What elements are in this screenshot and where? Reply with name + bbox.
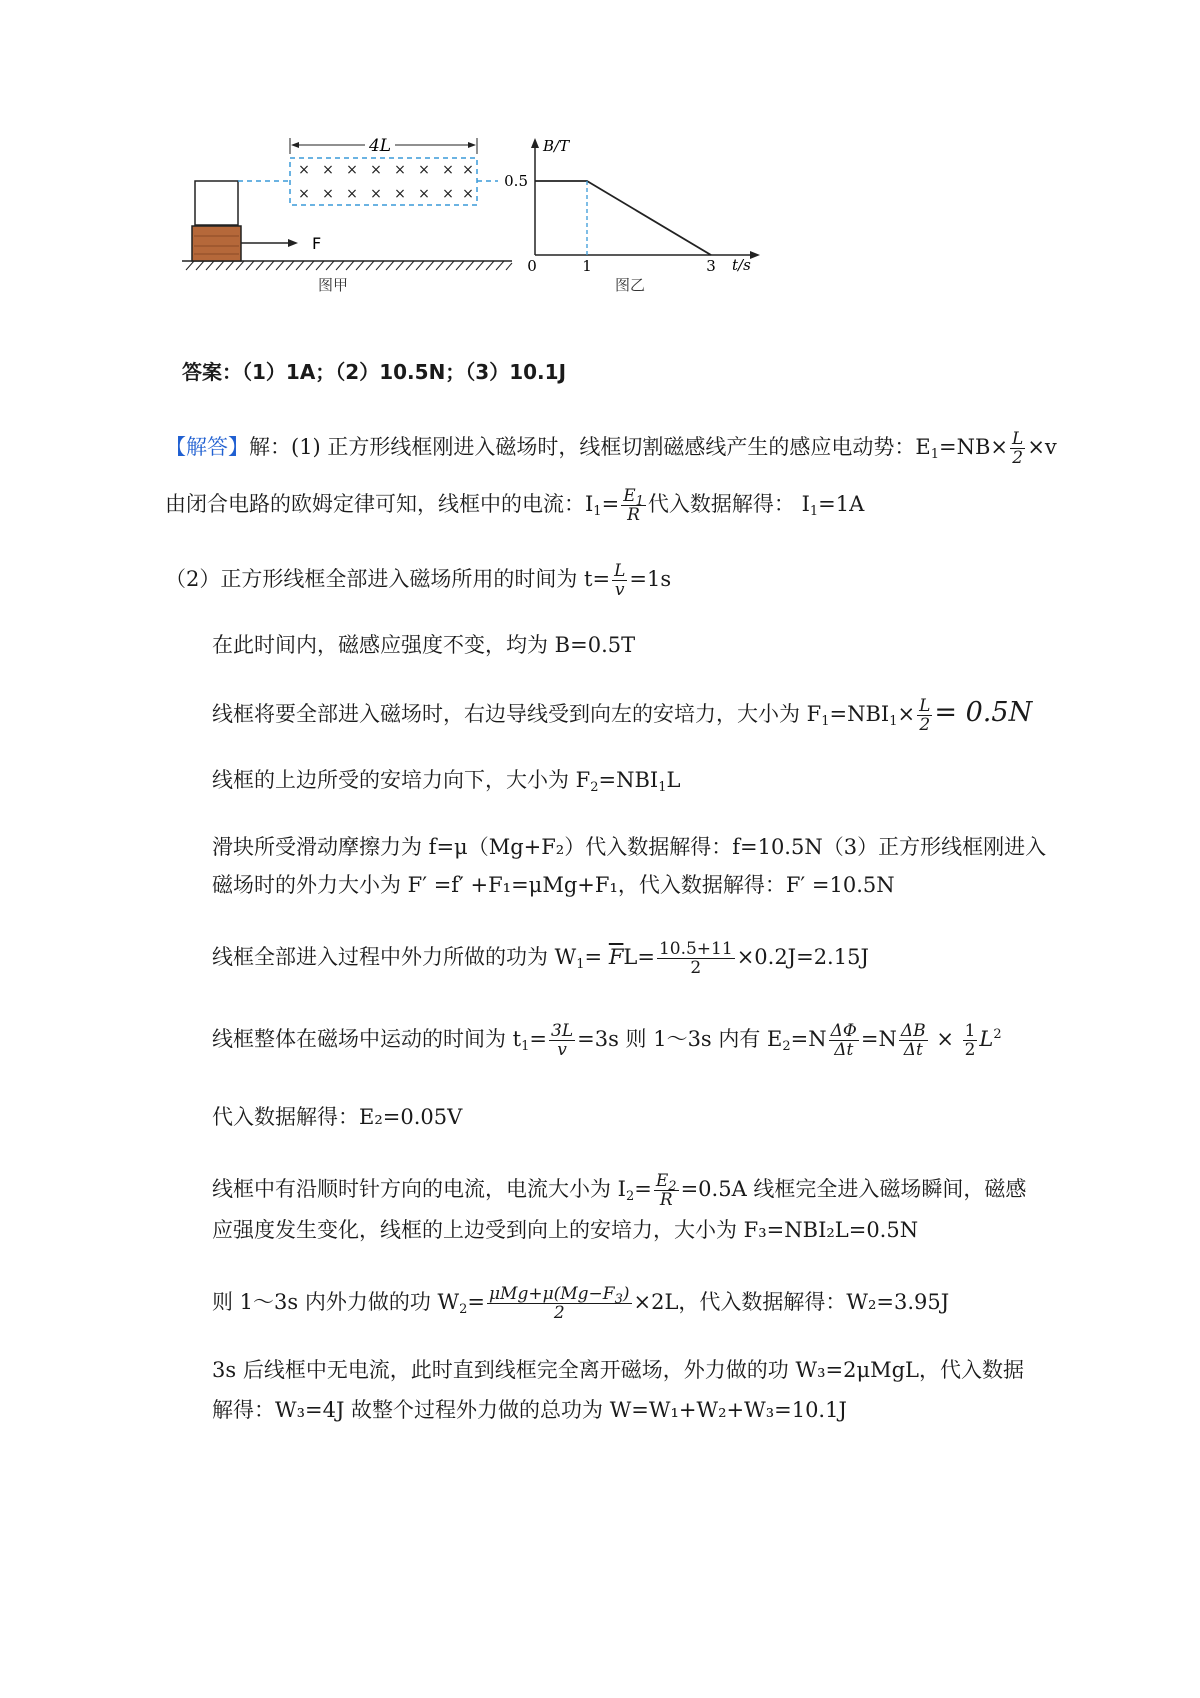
svg-text:×: × [418, 162, 430, 178]
t-axis-label: t/s [732, 256, 751, 274]
solution-tag: 【解答】 [165, 435, 249, 459]
svg-text:×: × [298, 162, 310, 178]
svg-text:×: × [462, 162, 474, 178]
b-axis-label: B/T [543, 137, 570, 155]
solution-line-10: 线框整体在磁场中运动的时间为 $t_1=$ $\frac{3L}{v}$ =3s 则 1～3s 内有 $E_2=N$ $\frac{\Delta\Phi}{\Delta t}$ =N $\frac{\Delta B}{\Delta t}$ × $\frac{1}{2}$ $L^2$ [212, 1021, 1002, 1060]
fraction-l-over-v: $\frac{L}{v}$ [614, 561, 626, 600]
ground-hatch [186, 261, 512, 270]
solution-line-7: 滑块所受滑动摩擦力为 f=μ（Mg+F₂）代入数据解得：f=10.5N（3）正方形线框刚进入 [212, 835, 1047, 859]
solution-line-2: 由闭合电路的欧姆定律可知，线框中的电流：$I_1=$ $\frac{E_1}{R}$ 代入数据解得： $I_1=1A$ [165, 486, 865, 525]
force-label: F [312, 234, 322, 253]
svg-text:×: × [394, 162, 406, 178]
field-cross-marks [298, 162, 474, 202]
solution-line-15: 3s 后线框中无电流，此时直到线框完全离开磁场，外力做的功 W₃=2μMgL，代入数据 [212, 1358, 1024, 1382]
fraction-w2: $\frac{\mu Mg+\mu(Mg-F_3)}{2}$ [489, 1284, 630, 1323]
fraction-e1-over-r: $\frac{E_1}{R}$ [623, 486, 644, 525]
solution-line-1: 【解答】解：(1) 正方形线框刚进入磁场时，线框切割磁感线产生的感应电动势：$E_1=NB\times$ $\frac{L}{2}$ ×v [165, 429, 1057, 468]
solution-line-4: 在此时间内，磁感应强度不变，均为 B=0.5T [212, 633, 636, 657]
y-tick-label: 0.5 [504, 172, 528, 190]
solution-line-8: 磁场时的外力大小为 F′ =f′ +F₁=μMg+F₁，代入数据解得：F′ =10.5N [212, 873, 895, 897]
svg-text:×: × [462, 186, 474, 202]
solution-line-16: 解得：W₃=4J 故整个过程外力做的总功为 W=W₁+W₂+W₃=10.1J [212, 1398, 847, 1422]
left-caption: 图甲 [317, 276, 349, 294]
solution-line-11: 代入数据解得：E₂=0.05V [212, 1105, 463, 1129]
fraction-l-over-2: $\frac{L}{2}$ [1012, 429, 1024, 468]
svg-text:×: × [442, 186, 454, 202]
fraction-average-force: $\frac{10.5+11}{2}$ [658, 939, 733, 978]
length-label: 4L [368, 136, 392, 156]
solution-line-6: 线框的上边所受的安培力向下，大小为 $F_2=NBI_1L$ [212, 768, 681, 795]
x-tick-3: 3 [706, 257, 716, 275]
force-arrow [288, 239, 298, 247]
solution-line-14: 则 1～3s 内外力做的功 $W_2=$ $\frac{\mu Mg+\mu(Mg-F_3)}{2}$ ×2L，代入数据解得：W₂=3.95J [212, 1284, 950, 1323]
solution-line-12: 线框中有沿顺时针方向的电流，电流大小为 $I_2=$ $\frac{E_2}{R}$ =0.5A 线框完全进入磁场瞬间，磁感 [212, 1171, 1027, 1210]
svg-text:×: × [346, 186, 358, 202]
svg-text:×: × [442, 162, 454, 178]
answer-line: 答案：（1）1A；（2）10.5N；（3）10.1J [182, 360, 567, 384]
x-tick-1: 1 [582, 257, 592, 275]
svg-text:×: × [322, 162, 334, 178]
right-caption: 图乙 [614, 276, 646, 294]
svg-text:×: × [346, 162, 358, 178]
svg-text:×: × [298, 186, 310, 202]
slider-block [192, 226, 241, 261]
solution-line-3: （2）正方形线框全部进入磁场所用的时间为 t= $\frac{L}{v}$ =1s [165, 561, 672, 600]
svg-text:×: × [322, 186, 334, 202]
svg-text:×: × [418, 186, 430, 202]
solution-line-13: 应强度发生变化，线框的上边受到向上的安培力，大小为 F₃=NBI₂L=0.5N [212, 1218, 919, 1242]
square-coil [195, 181, 238, 225]
b-t-curve [535, 181, 711, 255]
physics-figure [170, 130, 830, 330]
svg-text:×: × [370, 162, 382, 178]
solution-line-5: 线框将要全部进入磁场时，右边导线受到向左的安培力，大小为 $F_1=NBI_1\times$ $\frac{L}{2}$ = 0.5N [212, 696, 1033, 735]
svg-text:×: × [394, 186, 406, 202]
solution-line-9: 线框全部进入过程中外力所做的功为 $W_1= \overline{F}L=$ $\frac{10.5+11}{2}$ ×0.2J=2.15J [212, 939, 869, 978]
x-tick-0: 0 [527, 257, 537, 275]
svg-text:×: × [370, 186, 382, 202]
